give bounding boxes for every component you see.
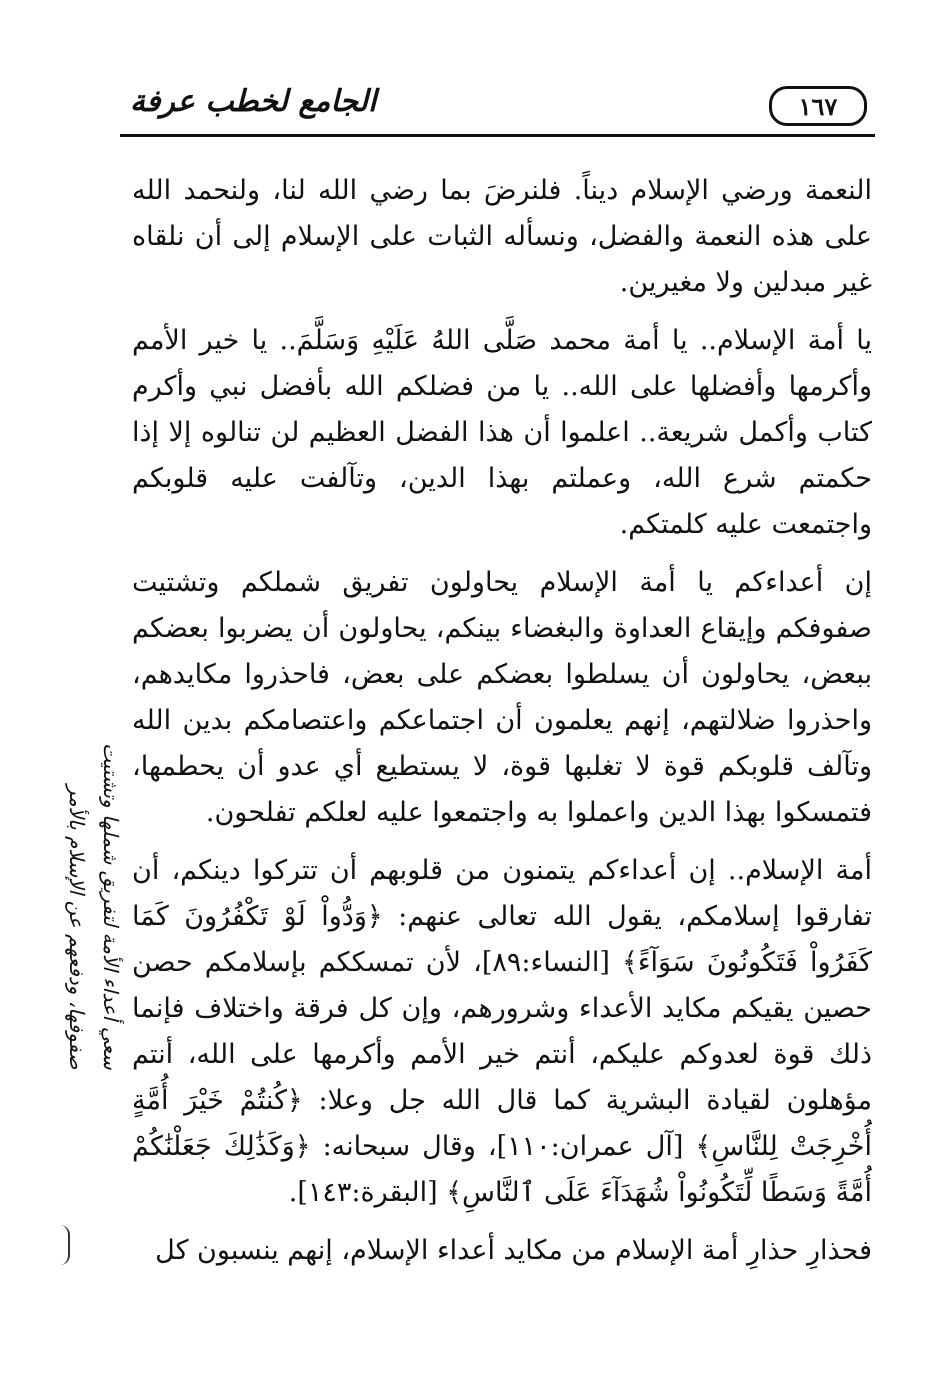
body-text bbox=[132, 168, 872, 1274]
header-rule bbox=[120, 134, 875, 137]
margin-note-line: صفوفها، ودفعهم عن الإسلام بالأمر bbox=[65, 785, 89, 1070]
book-title: الجامع لخطب عرفة bbox=[130, 84, 377, 119]
margin-note-line: سعي أعداء الأمة لتفريق شملها وتشتيت bbox=[99, 743, 123, 1070]
margin-note bbox=[60, 560, 128, 1070]
paragraph: أمة الإسلام.. إن أعداءكم يتمنون من قلوبهم أن تتركوا دينكم، أن تفارقوا إسلامكم، يقول الله تعالى عنهم: ﴿وَدُّواْ لَوْ تَكْفُرُونَ كَمَا كَفَرُواْ فَتَكُونُونَ سَوَآءً﴾ [النساء:٨٩]، لأن تمسككم بإسلامكم حصن حصين يقيكم مكايد الأعداء وشرورهم، وإن كل فرقة واختلاف فإنما ذلك قوة لعدوكم عليكم، أنتم خير الأمم وأكرمها على الله، أنتم مؤهلون لقيادة البشرية كما قال الله جل وعلا: ﴿كُنتُمْ خَيْرَ أُمَّةٍ أُخْرِجَتْ لِلنَّاسِ﴾ [آل عمران:١١٠]، وقال سبحانه: ﴿وَكَذَٰلِكَ جَعَلْنَٰكُمْ أُمَّةً وَسَطًا لِّتَكُونُواْ شُهَدَآءَ عَلَى ٱلنَّاسِ﴾ [البقرة:١٤٣]. bbox=[132, 855, 872, 1208]
paragraph: إن أعداءكم يا أمة الإسلام يحاولون تفريق شملكم وتشتيت صفوفكم وإيقاع العداوة والبغضاء بينكم، يحاولون أن يضربوا بعضكم ببعض، يحاولون أن يسلطوا بعضكم على بعض، فاحذروا مكايدهم، واحذروا ضلالتهم، إنهم يعلمون أن اجتماعكم واعتصامكم بدين الله وتآلف قلوبكم قوة لا تغلبها قوة، لا يستطيع أي عدو أن يحطمها، فتمسكوا بهذا الدين واعملوا به واجتمعوا عليه لعلكم تفلحون. bbox=[132, 567, 872, 828]
paragraph: النعمة ورضي الإسلام ديناً. فلنرضَ بما رضي الله لنا، ولنحمد الله على هذه النعمة والفضل، ونسأله الثبات على الإسلام إلى أن نلقاه غير مبدلين ولا مغيرين. bbox=[132, 175, 872, 298]
paragraph: يا أمة الإسلام.. يا أمة محمد صَلَّى اللهُ عَلَيْهِ وَسَلَّمَ.. يا خير الأمم وأكرمها وأفضلها على الله.. يا من فضلكم الله بأفضل نبي وأكرم كتاب وأكمل شريعة.. اعلموا أن هذا الفضل العظيم لن تنالوه إلا إذا حكمتم شرع الله، وعملتم بهذا الدين، وتآلفت عليه قلوبكم واجتمعت عليه كلمتكم. bbox=[132, 325, 872, 540]
paragraph: فحذارِ حذارِ أمة الإسلام من مكايد أعداء الإسلام، إنهم ينسبون كل bbox=[155, 1235, 872, 1266]
page-header bbox=[120, 80, 875, 132]
page-number: ١٦٧ bbox=[769, 86, 867, 126]
margin-bracket-mark bbox=[60, 1225, 70, 1265]
